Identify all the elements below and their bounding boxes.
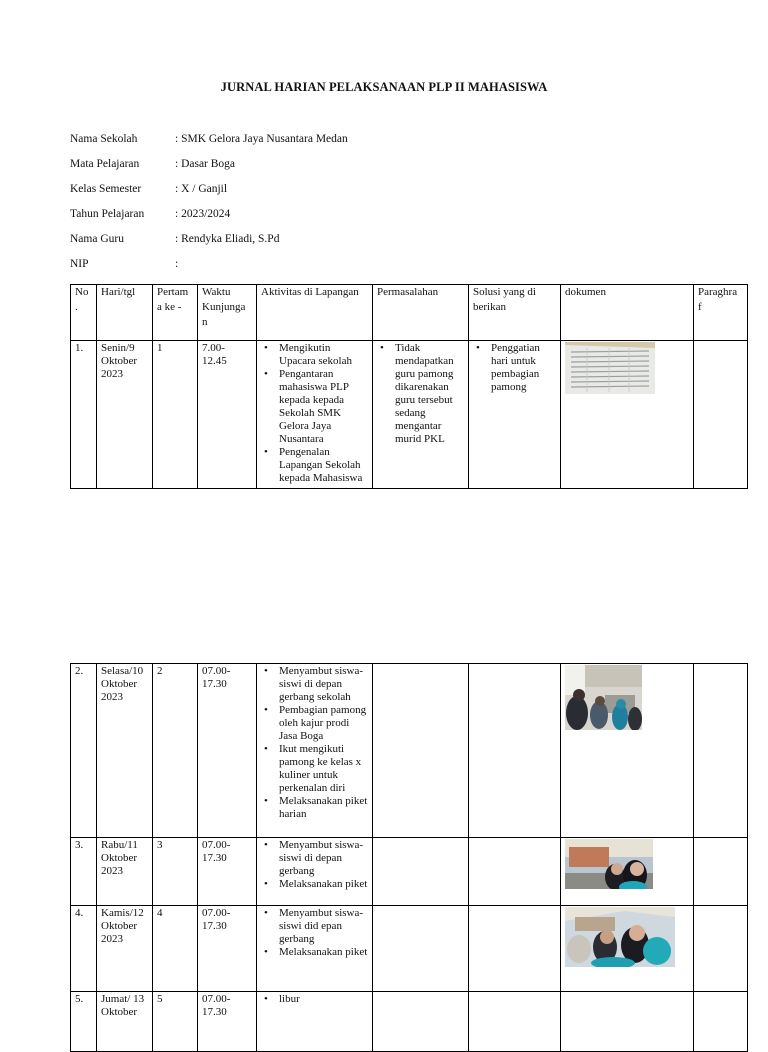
cell-aktivitas bbox=[257, 992, 373, 1052]
cell-permasalahan bbox=[373, 664, 469, 838]
cell-hari: Kamis/12 Oktober 2023 bbox=[97, 906, 153, 992]
cell-no: 1. bbox=[71, 341, 97, 489]
cell-aktivitas bbox=[257, 664, 373, 838]
cell-waktu: 07.00- 17.30 bbox=[198, 992, 257, 1052]
header-no: No . bbox=[71, 285, 97, 341]
list-item: • Ikut mengikuti pamong ke kelas x kuliner untuk perkenalan diri bbox=[279, 743, 368, 795]
meta-value: : SMK Gelora Jaya Nusantara Medan bbox=[175, 133, 348, 145]
table-header-row bbox=[71, 285, 748, 341]
cell-hari: Selasa/10 Oktober 2023 bbox=[97, 664, 153, 838]
cell-dokumen bbox=[561, 992, 694, 1052]
meta-label: Nama Sekolah bbox=[70, 133, 138, 145]
cell-permasalahan bbox=[373, 992, 469, 1052]
solution-list bbox=[473, 342, 556, 394]
meta-value: : bbox=[175, 258, 179, 270]
cell-aktivitas bbox=[257, 906, 373, 992]
cell-solusi bbox=[469, 838, 561, 906]
cell-waktu: 07.00- 17.30 bbox=[198, 838, 257, 906]
list-item: • Pengantaran mahasiswa PLP kepada kepada Sekolah SMK Gelora Jaya Nusantara bbox=[279, 368, 368, 446]
activity-list bbox=[261, 907, 368, 959]
meta-value: : Dasar Boga bbox=[175, 158, 236, 170]
cell-aktivitas bbox=[257, 341, 373, 489]
cell-hari: Jumat/ 13 Oktober bbox=[97, 992, 153, 1052]
document-title: JURNAL HARIAN PELAKSANAAN PLP II MAHASISWA bbox=[220, 80, 548, 94]
cell-pertemuan: 4 bbox=[153, 906, 198, 992]
header-solusi: Solusi yang di berikan bbox=[469, 285, 561, 341]
cell-pertemuan: 5 bbox=[153, 992, 198, 1052]
cell-waktu: 07.00- 17.30 bbox=[198, 664, 257, 838]
cell-pertemuan: 2 bbox=[153, 664, 198, 838]
activity-list bbox=[261, 665, 368, 821]
cell-no: 4. bbox=[71, 906, 97, 992]
cell-hari: Rabu/11 Oktober 2023 bbox=[97, 838, 153, 906]
cell-hari: Senin/9 Oktober 2023 bbox=[97, 341, 153, 489]
table-row bbox=[71, 906, 748, 992]
activity-list bbox=[261, 993, 368, 1006]
cell-no: 2. bbox=[71, 664, 97, 838]
header-pertemuan: Pertam a ke - bbox=[153, 285, 198, 341]
cell-no: 3. bbox=[71, 838, 97, 906]
meta-label: Mata Pelajaran bbox=[70, 158, 140, 170]
header-permasalahan: Permasalahan bbox=[373, 285, 469, 341]
cell-pertemuan: 1 bbox=[153, 341, 198, 489]
cell-solusi bbox=[469, 341, 561, 489]
cell-paraf bbox=[694, 906, 748, 992]
table-row bbox=[71, 992, 748, 1052]
cell-dokumen bbox=[561, 838, 694, 906]
list-item: • Melaksanakan piket bbox=[279, 946, 368, 959]
cell-waktu: 7.00- 12.45 bbox=[198, 341, 257, 489]
document-photo bbox=[565, 342, 689, 394]
cell-solusi bbox=[469, 664, 561, 838]
meta-value: : Rendyka Eliadi, S.Pd bbox=[175, 233, 280, 245]
problem-list bbox=[377, 342, 464, 446]
meta-label: Nama Guru bbox=[70, 233, 124, 245]
list-item: • Menyambut siswa-siswi did epan gerbang bbox=[279, 907, 368, 946]
activity-list bbox=[261, 342, 368, 485]
list-item: • Pembagian pamong oleh kajur prodi Jasa Boga bbox=[279, 704, 368, 743]
selfie-photo bbox=[565, 839, 689, 889]
table-row bbox=[71, 341, 748, 489]
header-waktu: Waktu Kunjunga n bbox=[198, 285, 257, 341]
list-item: • Pengenalan Lapangan Sekolah kepada Mahasiswa bbox=[279, 446, 368, 485]
meta-value: : X / Ganjil bbox=[175, 183, 228, 195]
cell-solusi bbox=[469, 992, 561, 1052]
table-row bbox=[71, 664, 748, 838]
header-aktivitas: Aktivitas di Lapangan bbox=[257, 285, 373, 341]
meta-label: Tahun Pelajaran bbox=[70, 208, 145, 220]
table-row bbox=[71, 838, 748, 906]
meta-value: : 2023/2024 bbox=[175, 208, 231, 220]
header-paraf: Paraghra f bbox=[694, 285, 748, 341]
cell-permasalahan bbox=[373, 341, 469, 489]
cell-dokumen bbox=[561, 341, 694, 489]
list-item: • libur bbox=[279, 993, 368, 1006]
header-dokumen: dokumen bbox=[561, 285, 694, 341]
header-hari: Hari/tgl bbox=[97, 285, 153, 341]
activity-list bbox=[261, 839, 368, 891]
group-photo bbox=[565, 907, 689, 967]
cell-aktivitas bbox=[257, 838, 373, 906]
cell-paraf bbox=[694, 992, 748, 1052]
classroom-photo bbox=[565, 665, 689, 730]
cell-paraf bbox=[694, 664, 748, 838]
list-item: • Penggatian hari untuk pembagian pamong bbox=[491, 342, 556, 394]
cell-dokumen bbox=[561, 906, 694, 992]
cell-solusi bbox=[469, 906, 561, 992]
cell-waktu: 07.00- 17.30 bbox=[198, 906, 257, 992]
cell-dokumen bbox=[561, 664, 694, 838]
journal-table-2 bbox=[70, 663, 748, 1052]
journal-table-1 bbox=[70, 284, 748, 489]
cell-no: 5. bbox=[71, 992, 97, 1052]
cell-paraf bbox=[694, 341, 748, 489]
list-item: • Tidak mendapatkan guru pamong dikarenakan guru tersebut sedang mengantar murid PKL bbox=[395, 342, 464, 446]
list-item: • Menyambut siswa-siswi di depan gerbang sekolah bbox=[279, 665, 368, 704]
cell-permasalahan bbox=[373, 906, 469, 992]
meta-label: NIP bbox=[70, 258, 89, 270]
list-item: • Menyambut siswa-siswi di depan gerbang bbox=[279, 839, 368, 878]
meta-label: Kelas Semester bbox=[70, 183, 142, 195]
list-item: • Melaksanakan piket bbox=[279, 878, 368, 891]
cell-permasalahan bbox=[373, 838, 469, 906]
list-item: • Mengikutin Upacara sekolah bbox=[279, 342, 368, 368]
list-item: • Melaksanakan piket harian bbox=[279, 795, 368, 821]
cell-pertemuan: 3 bbox=[153, 838, 198, 906]
cell-paraf bbox=[694, 838, 748, 906]
